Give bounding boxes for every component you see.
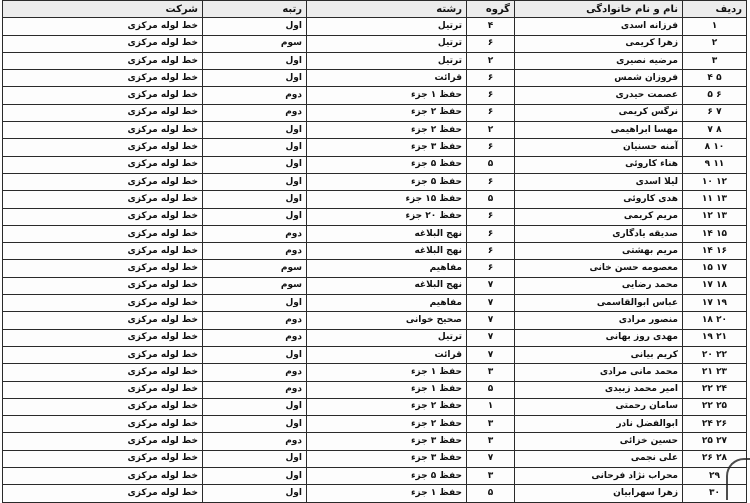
cell-group: ۳ bbox=[467, 416, 515, 433]
cell-num: ۲۳ ۲۱ bbox=[683, 364, 747, 381]
cell-num: ۱۳ ۱۲ bbox=[683, 208, 747, 225]
cell-field: نهج البلاغه bbox=[307, 243, 467, 260]
header-num: ردیف bbox=[683, 1, 747, 18]
table-row bbox=[3, 87, 747, 104]
cell-rank: سوم bbox=[203, 260, 307, 277]
cell-field: ترتیل bbox=[307, 329, 467, 346]
cell-num: ۱۵ ۱۴ bbox=[683, 225, 747, 242]
table-row bbox=[3, 225, 747, 242]
cell-name: مریم بهشتی bbox=[515, 243, 683, 260]
cell-name: ابوالفضل نادر bbox=[515, 416, 683, 433]
cell-company: خط لوله مرکزی bbox=[3, 381, 203, 398]
cell-company: خط لوله مرکزی bbox=[3, 295, 203, 312]
cell-company: خط لوله مرکزی bbox=[3, 191, 203, 208]
cell-group: ۵ bbox=[467, 381, 515, 398]
header-field: رشته bbox=[307, 1, 467, 18]
cell-group: ۷ bbox=[467, 450, 515, 467]
cell-name: مهسا ابراهیمی bbox=[515, 122, 683, 139]
cell-rank: اول bbox=[203, 191, 307, 208]
cell-company: خط لوله مرکزی bbox=[3, 329, 203, 346]
cell-group: ۵ bbox=[467, 485, 515, 502]
cell-rank: اول bbox=[203, 173, 307, 190]
cell-group: ۶ bbox=[467, 104, 515, 121]
cell-num: ۸ ۷ bbox=[683, 122, 747, 139]
cell-num: ۳ bbox=[683, 52, 747, 69]
cell-num: ۲۰ ۱۸ bbox=[683, 312, 747, 329]
table-row bbox=[3, 329, 747, 346]
cell-field: حفظ ۵ جزء bbox=[307, 468, 467, 485]
cell-field: قرائت bbox=[307, 346, 467, 363]
table-row bbox=[3, 277, 747, 294]
cell-num: ۳۰ bbox=[683, 485, 747, 502]
cell-rank: دوم bbox=[203, 87, 307, 104]
table-row bbox=[3, 416, 747, 433]
cell-field: حفظ ۱ جزء bbox=[307, 381, 467, 398]
table-row bbox=[3, 18, 747, 35]
cell-num: ۲۸ ۲۶ bbox=[683, 450, 747, 467]
cell-name: فروزان شمس bbox=[515, 70, 683, 87]
cell-company: خط لوله مرکزی bbox=[3, 346, 203, 363]
cell-rank: سوم bbox=[203, 35, 307, 52]
cell-name: نرگس کریمی bbox=[515, 104, 683, 121]
cell-name: معصومه حسن خانی bbox=[515, 260, 683, 277]
cell-company: خط لوله مرکزی bbox=[3, 139, 203, 156]
cell-field: حفظ ۵ جزء bbox=[307, 156, 467, 173]
cell-name: فرزانه اسدی bbox=[515, 18, 683, 35]
table-row bbox=[3, 433, 747, 450]
cell-company: خط لوله مرکزی bbox=[3, 243, 203, 260]
cell-field: صحیح خوانی bbox=[307, 312, 467, 329]
cell-group: ۷ bbox=[467, 346, 515, 363]
cell-group: ۲ bbox=[467, 52, 515, 69]
cell-rank: دوم bbox=[203, 104, 307, 121]
cell-field: حفظ ۲ جزء bbox=[307, 104, 467, 121]
cell-rank: سوم bbox=[203, 277, 307, 294]
cell-name: لیلا اسدی bbox=[515, 173, 683, 190]
cell-name: محمد مانی مرادی bbox=[515, 364, 683, 381]
table-row bbox=[3, 381, 747, 398]
cell-num: ۲۴ ۲۲ bbox=[683, 381, 747, 398]
cell-group: ۱ bbox=[467, 398, 515, 415]
cell-company: خط لوله مرکزی bbox=[3, 433, 203, 450]
cell-rank: اول bbox=[203, 18, 307, 35]
header-rank: رتبه bbox=[203, 1, 307, 18]
cell-rank: اول bbox=[203, 52, 307, 69]
cell-num: ۵ ۴ bbox=[683, 70, 747, 87]
cell-group: ۳ bbox=[467, 433, 515, 450]
cell-field: ترتیل bbox=[307, 52, 467, 69]
cell-group: ۶ bbox=[467, 225, 515, 242]
cell-group: ۶ bbox=[467, 139, 515, 156]
table-row bbox=[3, 468, 747, 485]
table-row bbox=[3, 156, 747, 173]
cell-rank: اول bbox=[203, 416, 307, 433]
cell-num: ۱۷ ۱۵ bbox=[683, 260, 747, 277]
cell-name: مریم کریمی bbox=[515, 208, 683, 225]
table-row bbox=[3, 364, 747, 381]
cell-name: حسین خزائی bbox=[515, 433, 683, 450]
cell-group: ۶ bbox=[467, 70, 515, 87]
cell-company: خط لوله مرکزی bbox=[3, 156, 203, 173]
cell-field: حفظ ۱ جزء bbox=[307, 87, 467, 104]
cell-rank: دوم bbox=[203, 225, 307, 242]
header-company: شرکت bbox=[3, 1, 203, 18]
table-row bbox=[3, 191, 747, 208]
cell-group: ۲ bbox=[467, 122, 515, 139]
cell-field: حفظ ۲ جزء bbox=[307, 416, 467, 433]
cell-field: ترتیل bbox=[307, 35, 467, 52]
table-row bbox=[3, 295, 747, 312]
header-name: نام و نام خانوادگی bbox=[515, 1, 683, 18]
cell-group: ۵ bbox=[467, 191, 515, 208]
cell-name: هناء کاروئی bbox=[515, 156, 683, 173]
cell-group: ۷ bbox=[467, 312, 515, 329]
cell-rank: دوم bbox=[203, 329, 307, 346]
cell-company: خط لوله مرکزی bbox=[3, 398, 203, 415]
cell-rank: اول bbox=[203, 208, 307, 225]
cell-rank: اول bbox=[203, 70, 307, 87]
cell-num: ۱۰ ۸ bbox=[683, 139, 747, 156]
cell-name: کریم بیانی bbox=[515, 346, 683, 363]
table-header-row bbox=[3, 1, 747, 18]
cell-num: ۲۶ ۲۴ bbox=[683, 416, 747, 433]
cell-name: محمد رضایی bbox=[515, 277, 683, 294]
cell-field: حفظ ۳ جزء bbox=[307, 433, 467, 450]
cell-field: قرائت bbox=[307, 70, 467, 87]
cell-group: ۶ bbox=[467, 35, 515, 52]
cell-company: خط لوله مرکزی bbox=[3, 87, 203, 104]
cell-group: ۶ bbox=[467, 173, 515, 190]
cell-group: ۶ bbox=[467, 243, 515, 260]
table-row bbox=[3, 346, 747, 363]
cell-field: حفظ ۲ جزء bbox=[307, 398, 467, 415]
cell-num: ۱۱ ۹ bbox=[683, 156, 747, 173]
cell-company: خط لوله مرکزی bbox=[3, 468, 203, 485]
cell-field: حفظ ۲۰ جزء bbox=[307, 208, 467, 225]
cell-field: حفظ ۱ جزء bbox=[307, 364, 467, 381]
cell-num: ۲ bbox=[683, 35, 747, 52]
cell-group: ۶ bbox=[467, 208, 515, 225]
table-row bbox=[3, 312, 747, 329]
cell-rank: اول bbox=[203, 450, 307, 467]
cell-group: ۶ bbox=[467, 260, 515, 277]
cell-rank: دوم bbox=[203, 243, 307, 260]
cell-company: خط لوله مرکزی bbox=[3, 104, 203, 121]
cell-group: ۳ bbox=[467, 364, 515, 381]
cell-company: خط لوله مرکزی bbox=[3, 416, 203, 433]
cell-rank: اول bbox=[203, 156, 307, 173]
cell-group: ۶ bbox=[467, 87, 515, 104]
cell-rank: دوم bbox=[203, 381, 307, 398]
cell-field: حفظ ۳ جزء bbox=[307, 139, 467, 156]
cell-name: آمنه حسنیان bbox=[515, 139, 683, 156]
cell-field: حفظ ۱۵ جزء bbox=[307, 191, 467, 208]
cell-field: حفظ ۵ جزء bbox=[307, 173, 467, 190]
cell-rank: دوم bbox=[203, 364, 307, 381]
cell-name: زهرا کریمی bbox=[515, 35, 683, 52]
cell-rank: دوم bbox=[203, 312, 307, 329]
cell-company: خط لوله مرکزی bbox=[3, 35, 203, 52]
cell-num: ۶ ۵ bbox=[683, 87, 747, 104]
cell-num: ۱۶ ۱۴ bbox=[683, 243, 747, 260]
cell-group: ۷ bbox=[467, 329, 515, 346]
cell-company: خط لوله مرکزی bbox=[3, 70, 203, 87]
cell-num: ۱۹ ۱۷ bbox=[683, 295, 747, 312]
cell-num: ۲۷ ۲۵ bbox=[683, 433, 747, 450]
cell-rank: اول bbox=[203, 485, 307, 502]
cell-name: هدی کاروئی bbox=[515, 191, 683, 208]
cell-company: خط لوله مرکزی bbox=[3, 173, 203, 190]
cell-company: خط لوله مرکزی bbox=[3, 364, 203, 381]
cell-name: مهدی روز بهانی bbox=[515, 329, 683, 346]
table-row bbox=[3, 139, 747, 156]
cell-name: سامان رحمتی bbox=[515, 398, 683, 415]
cell-company: خط لوله مرکزی bbox=[3, 122, 203, 139]
table-row bbox=[3, 243, 747, 260]
cell-field: حفظ ۲ جزء bbox=[307, 122, 467, 139]
table-row bbox=[3, 398, 747, 415]
cell-group: ۵ bbox=[467, 156, 515, 173]
table-row bbox=[3, 208, 747, 225]
cell-company: خط لوله مرکزی bbox=[3, 52, 203, 69]
cell-num: ۱ bbox=[683, 18, 747, 35]
cell-field: ترتیل bbox=[307, 18, 467, 35]
cell-company: خط لوله مرکزی bbox=[3, 312, 203, 329]
table-row bbox=[3, 122, 747, 139]
cell-name: صدیقه یادگاری bbox=[515, 225, 683, 242]
cell-group: ۴ bbox=[467, 18, 515, 35]
cell-company: خط لوله مرکزی bbox=[3, 18, 203, 35]
cell-name: محراب نژاد فرحانی bbox=[515, 468, 683, 485]
cell-num: ۱۲ ۱۰ bbox=[683, 173, 747, 190]
cell-num: ۲۲ ۲۰ bbox=[683, 346, 747, 363]
cell-field: مفاهیم bbox=[307, 295, 467, 312]
cell-group: ۷ bbox=[467, 277, 515, 294]
table-row bbox=[3, 173, 747, 190]
table-row bbox=[3, 450, 747, 467]
cell-field: نهج البلاغه bbox=[307, 225, 467, 242]
cell-name: زهرا سهرابیان bbox=[515, 485, 683, 502]
header-group: گروه bbox=[467, 1, 515, 18]
cell-name: منصور مرادی bbox=[515, 312, 683, 329]
cell-company: خط لوله مرکزی bbox=[3, 208, 203, 225]
cell-company: خط لوله مرکزی bbox=[3, 260, 203, 277]
cell-company: خط لوله مرکزی bbox=[3, 450, 203, 467]
cell-field: حفظ ۳ جزء bbox=[307, 450, 467, 467]
results-table bbox=[2, 0, 747, 503]
cell-field: مفاهیم bbox=[307, 260, 467, 277]
cell-rank: دوم bbox=[203, 433, 307, 450]
cell-rank: اول bbox=[203, 295, 307, 312]
cell-name: عباس ابوالقاسمی bbox=[515, 295, 683, 312]
cell-rank: اول bbox=[203, 139, 307, 156]
table-row bbox=[3, 35, 747, 52]
cell-name: مرضیه نصیری bbox=[515, 52, 683, 69]
cell-name: عصمت حیدری bbox=[515, 87, 683, 104]
cell-num: ۷ ۶ bbox=[683, 104, 747, 121]
table-row bbox=[3, 52, 747, 69]
cell-company: خط لوله مرکزی bbox=[3, 225, 203, 242]
cell-num: ۱۸ ۱۷ bbox=[683, 277, 747, 294]
cell-group: ۳ bbox=[467, 468, 515, 485]
cell-name: امیر محمد زبیدی bbox=[515, 381, 683, 398]
cell-rank: اول bbox=[203, 398, 307, 415]
cell-rank: اول bbox=[203, 468, 307, 485]
cell-num: ۲۵ ۲۲ bbox=[683, 398, 747, 415]
cell-rank: اول bbox=[203, 122, 307, 139]
table-row bbox=[3, 70, 747, 87]
cell-name: علی نجمی bbox=[515, 450, 683, 467]
cell-num: ۲۱ ۱۹ bbox=[683, 329, 747, 346]
stamp-mark bbox=[726, 458, 750, 500]
cell-num: ۱۳ ۱۱ bbox=[683, 191, 747, 208]
table-row bbox=[3, 260, 747, 277]
cell-company: خط لوله مرکزی bbox=[3, 485, 203, 502]
table-row bbox=[3, 104, 747, 121]
cell-num: ۲۹ bbox=[683, 468, 747, 485]
cell-field: حفظ ۱ جزء bbox=[307, 485, 467, 502]
cell-company: خط لوله مرکزی bbox=[3, 277, 203, 294]
table-body bbox=[3, 18, 747, 502]
cell-field: نهج البلاغه bbox=[307, 277, 467, 294]
cell-rank: اول bbox=[203, 346, 307, 363]
cell-group: ۷ bbox=[467, 295, 515, 312]
